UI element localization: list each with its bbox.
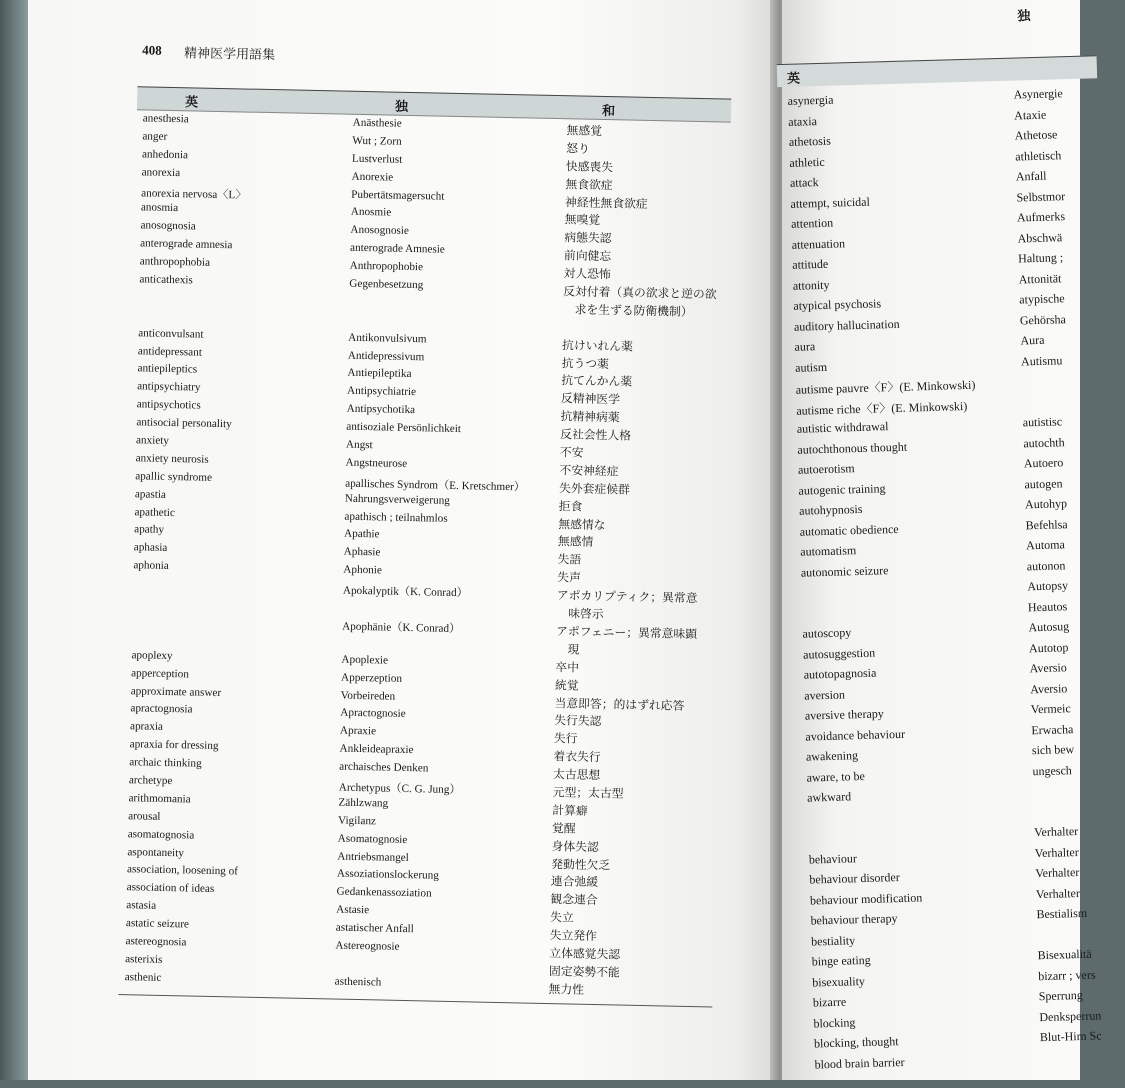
term-german: Verhalter (1034, 824, 1079, 840)
right-table-header (777, 55, 1098, 87)
term-japanese: 元型；太古型 (552, 785, 624, 801)
term-japanese: 失声 (557, 570, 582, 585)
term-german: Apperzeption (340, 671, 403, 685)
term-german: Anfall (1015, 168, 1047, 184)
term-german: Apoplexie (341, 653, 389, 667)
term-english: archaic thinking (129, 756, 202, 770)
term-german: Autosug (1028, 619, 1070, 635)
term-english: apathy (134, 523, 165, 537)
term-german: autochth (1023, 434, 1065, 450)
term-german: Apophänie（K. Conrad） (342, 620, 461, 636)
term-english: aura (794, 339, 816, 354)
term-english: apoplexy (131, 648, 173, 662)
term-german: Autoero (1023, 455, 1064, 471)
term-german: bizarr ; vers (1038, 967, 1096, 983)
term-german: Aphasie (343, 546, 381, 559)
term-japanese: 覚醒 (551, 820, 576, 836)
term-japanese: 無感情な (558, 516, 606, 532)
right-page-content (767, 0, 1102, 1084)
term-english: antipsychiatry (137, 380, 201, 394)
term-english: autoscopy (802, 625, 852, 641)
term-german: Ankleideapraxie (339, 742, 414, 757)
term-japanese: 着衣失行 (553, 749, 601, 765)
term-english: apastia (134, 487, 167, 501)
term-german: Automa (1025, 537, 1066, 553)
term-english: antipsychotics (136, 398, 201, 412)
term-german: autistisc (1022, 414, 1063, 430)
term-japanese: 立体感覚失認 (549, 946, 621, 962)
term-english: astereognosia (125, 935, 187, 949)
header-english: 英 (184, 94, 199, 110)
term-english: blocking, thought (813, 1034, 899, 1051)
term-german: Verhalter (1034, 844, 1079, 860)
term-english: attenuation (791, 235, 846, 252)
term-german: Pubertätsmagersucht (351, 188, 445, 203)
term-german: Antipsychiatrie (346, 385, 417, 399)
term-japanese: 無力性 (548, 981, 585, 997)
term-english: anorexia (141, 166, 181, 179)
term-german: Befehlsa (1025, 516, 1068, 532)
term-german: Aphonie (343, 563, 383, 577)
term-japanese: 抗けいれん薬 (561, 337, 634, 354)
term-english: anorexia nervosa〈L〉 (141, 186, 247, 202)
term-japanese: 太古思想 (552, 767, 601, 783)
term-german: Antiepileptika (347, 367, 412, 381)
term-japanese: 失立 (549, 910, 574, 925)
term-german: Angst (345, 438, 373, 452)
term-german: Anosmie (350, 206, 392, 220)
term-english: bisexuality (812, 973, 866, 990)
term-german: anterograde Amnesie (349, 241, 445, 256)
term-english: aversive therapy (804, 706, 884, 723)
term-english: anticonvulsant (138, 326, 204, 341)
term-japanese: 不安 (559, 445, 584, 460)
term-german: Aura (1020, 332, 1045, 348)
term-german: Astasie (336, 903, 370, 917)
term-german: Autohyp (1024, 496, 1068, 512)
term-japanese: 失語 (557, 552, 582, 568)
term-english: autosuggestion (802, 645, 876, 662)
term-german: Wut ; Zorn (352, 134, 402, 148)
term-english: aware, to be (806, 768, 866, 785)
term-english: blocking (813, 1014, 856, 1030)
term-english: automatic obedience (799, 521, 899, 539)
term-german: Antikonvulsivum (348, 331, 427, 346)
term-german: Assoziationslockerung (336, 867, 440, 883)
term-english: attempt, suicidal (790, 194, 871, 211)
term-german: Sperrung (1038, 987, 1083, 1004)
term-german: Anästhesie (352, 116, 402, 130)
term-german: Vigilanz (337, 814, 377, 828)
term-english: anterograde amnesia (140, 237, 233, 252)
term-english: bizarre (812, 994, 847, 1010)
header-japanese: 和 (601, 102, 616, 119)
term-english: antisocial personality (136, 416, 232, 431)
term-japanese: 病態失認 (564, 230, 612, 246)
term-english: binge eating (811, 952, 871, 969)
term-english: antidepressant (137, 344, 203, 359)
term-english: avoidance behaviour (805, 726, 906, 744)
term-japanese: 身体失認 (551, 838, 599, 854)
term-japanese: 反精神医学 (560, 391, 621, 407)
term-german: Apokalyptik（K. Conrad） (342, 584, 468, 600)
term-german: Zählzwang (338, 796, 389, 810)
term-german: Apraxie (339, 724, 377, 738)
term-german: Apathie (343, 528, 380, 541)
term-german: Autopsy (1027, 578, 1069, 594)
term-english: autonomic seizure (800, 562, 889, 580)
term-german: sich bew (1031, 742, 1075, 758)
term-english: autotopagnosia (803, 665, 877, 682)
term-japanese: 無感覚 (566, 123, 603, 138)
term-german: Aversio (1029, 680, 1068, 696)
term-english: arousal (128, 809, 161, 823)
term-english: anosmia (140, 201, 179, 215)
term-japanese: 抗てんかん薬 (561, 373, 633, 390)
term-german: Vermeic (1030, 701, 1071, 717)
term-german: Gehörsha (1019, 311, 1067, 327)
term-japanese: 怒り (566, 141, 590, 156)
term-english: asomatognosia (127, 827, 195, 842)
term-german: Haltung ; (1017, 250, 1064, 266)
term-english: anxiety neurosis (135, 452, 209, 466)
term-german: asthenisch (334, 975, 382, 989)
term-german: Gedankenassoziation (336, 885, 432, 900)
right-header-english: 英 (786, 70, 801, 86)
term-german: Blut-Hirn Sc (1039, 1028, 1102, 1045)
term-german: Aufmerks (1016, 209, 1066, 225)
term-english: behaviour therapy (810, 911, 898, 928)
term-japanese: 連合弛緩 (550, 874, 599, 890)
term-english: apathetic (134, 505, 176, 519)
term-japanese: 統覚 (554, 677, 579, 693)
header-german: 独 (394, 98, 409, 114)
term-german: apallisches Syndrom（E. Kretschmer） (345, 477, 526, 494)
term-german: Erwacha (1031, 721, 1074, 737)
term-german: Antipsychotika (346, 402, 416, 417)
term-english: apperception (131, 666, 190, 681)
term-english: arithmomania (128, 792, 191, 806)
term-german: Apractognosie (340, 707, 406, 721)
term-japanese: 無感情 (557, 534, 594, 550)
term-japanese: 抗うつ薬 (561, 355, 610, 371)
term-english: astasia (126, 899, 157, 912)
term-english: automatism (800, 543, 857, 559)
term-german: Archetypus（C. G. Jung） (338, 781, 461, 797)
term-table (117, 112, 735, 1001)
term-english: aspontaneity (127, 845, 185, 859)
term-english: autoerotism (797, 461, 855, 477)
term-english: asynergia (787, 92, 834, 108)
term-german: Denksperrun (1039, 1007, 1102, 1024)
term-german: astatischer Anfall (335, 921, 414, 936)
term-japanese: 失行 (553, 731, 578, 746)
term-german: Asynergie (1013, 86, 1063, 102)
term-english: behaviour modification (809, 889, 923, 908)
term-german: Bestialism (1036, 905, 1088, 922)
term-japanese: 観念連合 (550, 892, 598, 908)
left-page-content (17, 0, 791, 1088)
term-japanese: 反社会性人格 (560, 427, 632, 443)
term-german: Autotop (1028, 639, 1069, 655)
running-head: 精神医学用語集 (183, 45, 276, 63)
term-japanese: 卒中 (555, 659, 580, 675)
term-german: Astereognosie (335, 939, 400, 953)
term-english: anthropophobia (139, 255, 211, 269)
term-english: autisme riche〈F〉(E. Minkowski) (796, 398, 968, 418)
term-japanese: 反対付着（真の欲求と逆の欲 (563, 284, 717, 302)
term-japanese: 不安神経症 (559, 463, 619, 479)
term-german: archaisches Denken (339, 760, 429, 775)
term-english: bestiality (810, 932, 856, 949)
term-japanese: 求を生ずる防衛機制） (562, 302, 693, 319)
term-japanese: アポカリプティク；異常意 (556, 588, 698, 606)
right-term-table (777, 86, 1102, 1078)
term-english: anhedonia (141, 148, 189, 162)
term-english: association of ideas (126, 881, 215, 896)
term-japanese: 抗精神病薬 (560, 409, 620, 425)
term-english: autogenic training (798, 480, 886, 498)
term-japanese: 味啓示 (556, 606, 604, 622)
term-german: Heautos (1027, 598, 1068, 614)
term-english: anger (142, 130, 168, 143)
term-english: approximate answer (130, 684, 222, 699)
term-english: autistic withdrawal (796, 419, 889, 436)
right-header-german: 独 (1017, 8, 1031, 24)
term-english: apraxia for dressing (129, 738, 219, 753)
term-english: antiepileptics (137, 362, 198, 377)
term-english: aversion (804, 686, 846, 703)
term-english: astatic seizure (125, 917, 190, 931)
term-english: anesthesia (142, 112, 189, 126)
term-english: attitude (792, 256, 829, 272)
term-english: apallic syndrome (135, 470, 213, 484)
term-japanese: 対人恐怖 (563, 266, 611, 282)
term-english: aphasia (133, 541, 168, 555)
term-english: awkward (806, 789, 852, 805)
term-german: Gegenbesetzung (349, 277, 424, 292)
term-german: antisoziale Persönlichkeit (346, 420, 462, 436)
term-german: Abschwä (1017, 229, 1063, 245)
term-english: autism (794, 359, 828, 375)
term-english: association, loosening of (126, 863, 239, 878)
term-english: autochthonous thought (797, 439, 908, 457)
term-german: Verhalter (1035, 885, 1081, 901)
term-japanese: 発動性欠乏 (551, 856, 611, 872)
term-japanese: 拒食 (558, 498, 583, 514)
term-japanese: 無食欲症 (565, 176, 613, 192)
term-english: asterixis (125, 953, 163, 966)
term-japanese: 神経性無食欲症 (564, 194, 648, 211)
term-german: Angstneurose (345, 456, 408, 470)
term-german: Anthropophobie (349, 259, 424, 274)
term-german: Asomatognosie (337, 832, 408, 846)
term-german: ungesch (1032, 762, 1072, 778)
term-german: Aversio (1029, 660, 1067, 676)
term-english: archetype (128, 774, 173, 788)
term-english: apraxia (129, 720, 164, 734)
term-japanese: 当意即答；的はずれ応答 (554, 695, 685, 713)
term-english: apractognosia (130, 702, 193, 716)
term-japanese: アポフェニー；異常意味顕 (555, 624, 698, 642)
term-english: anosognosia (140, 219, 196, 233)
term-english: auditory hallucination (793, 316, 900, 334)
term-japanese: 前向健忘 (563, 248, 612, 264)
term-german: autogen (1024, 475, 1063, 491)
term-english: blood brain barrier (814, 1054, 905, 1071)
term-german: Antriebsmangel (337, 850, 409, 864)
term-german: Selbstmor (1016, 188, 1066, 205)
term-english: behaviour disorder (809, 870, 900, 887)
term-english: anticathexis (139, 273, 193, 287)
term-japanese: 失行失認 (554, 713, 602, 729)
term-english: attention (790, 215, 834, 231)
term-german: Autismu (1020, 352, 1063, 368)
term-english: athetosis (788, 133, 832, 149)
right-page (782, 0, 1102, 1080)
term-japanese: 快感喪失 (565, 159, 614, 174)
term-english: autohypnosis (798, 501, 863, 518)
term-japanese: 失外套症候群 (558, 480, 631, 497)
term-german: athletisch (1015, 147, 1062, 164)
term-japanese: 現 (555, 641, 580, 657)
term-german: atypische (1019, 291, 1065, 307)
term-german: Vorbeireden (340, 689, 396, 703)
term-german: autonon (1026, 557, 1066, 573)
term-german: Verhalter (1035, 865, 1080, 881)
term-german: Ataxie (1013, 107, 1047, 123)
term-english: atypical psychosis (793, 296, 882, 313)
term-german: Bisexualitä (1037, 946, 1092, 963)
page-number: 408 (142, 42, 162, 58)
term-english: autisme pauvre〈F〉(E. Minkowski) (795, 377, 976, 397)
left-page (28, 0, 780, 1080)
term-german: Nahrungsverweigerung (344, 492, 450, 507)
term-german: Athetose (1014, 127, 1058, 143)
term-german: Lustverlust (351, 152, 403, 166)
term-japanese: 固定姿勢不能 (548, 963, 620, 980)
term-english: anxiety (135, 434, 170, 448)
term-english: athletic (789, 154, 825, 170)
term-german: Attonität (1018, 270, 1062, 286)
term-german: Antidepressivum (347, 349, 425, 363)
term-english: behaviour (808, 850, 858, 867)
term-german: Anorexie (351, 170, 394, 184)
term-english: aphonia (133, 559, 169, 573)
term-japanese: 失立発作 (549, 928, 598, 944)
term-english: ataxia (788, 113, 818, 129)
term-english: attonity (792, 277, 830, 293)
term-english: awakening (805, 748, 859, 764)
term-japanese: 無嗅覚 (564, 212, 601, 228)
term-german: Anosognosie (350, 224, 410, 238)
term-english: attack (789, 175, 819, 190)
term-japanese: 計算癖 (552, 802, 588, 818)
term-english: asthenic (124, 970, 162, 984)
term-german: apathisch ; teilnahmlos (344, 510, 448, 525)
